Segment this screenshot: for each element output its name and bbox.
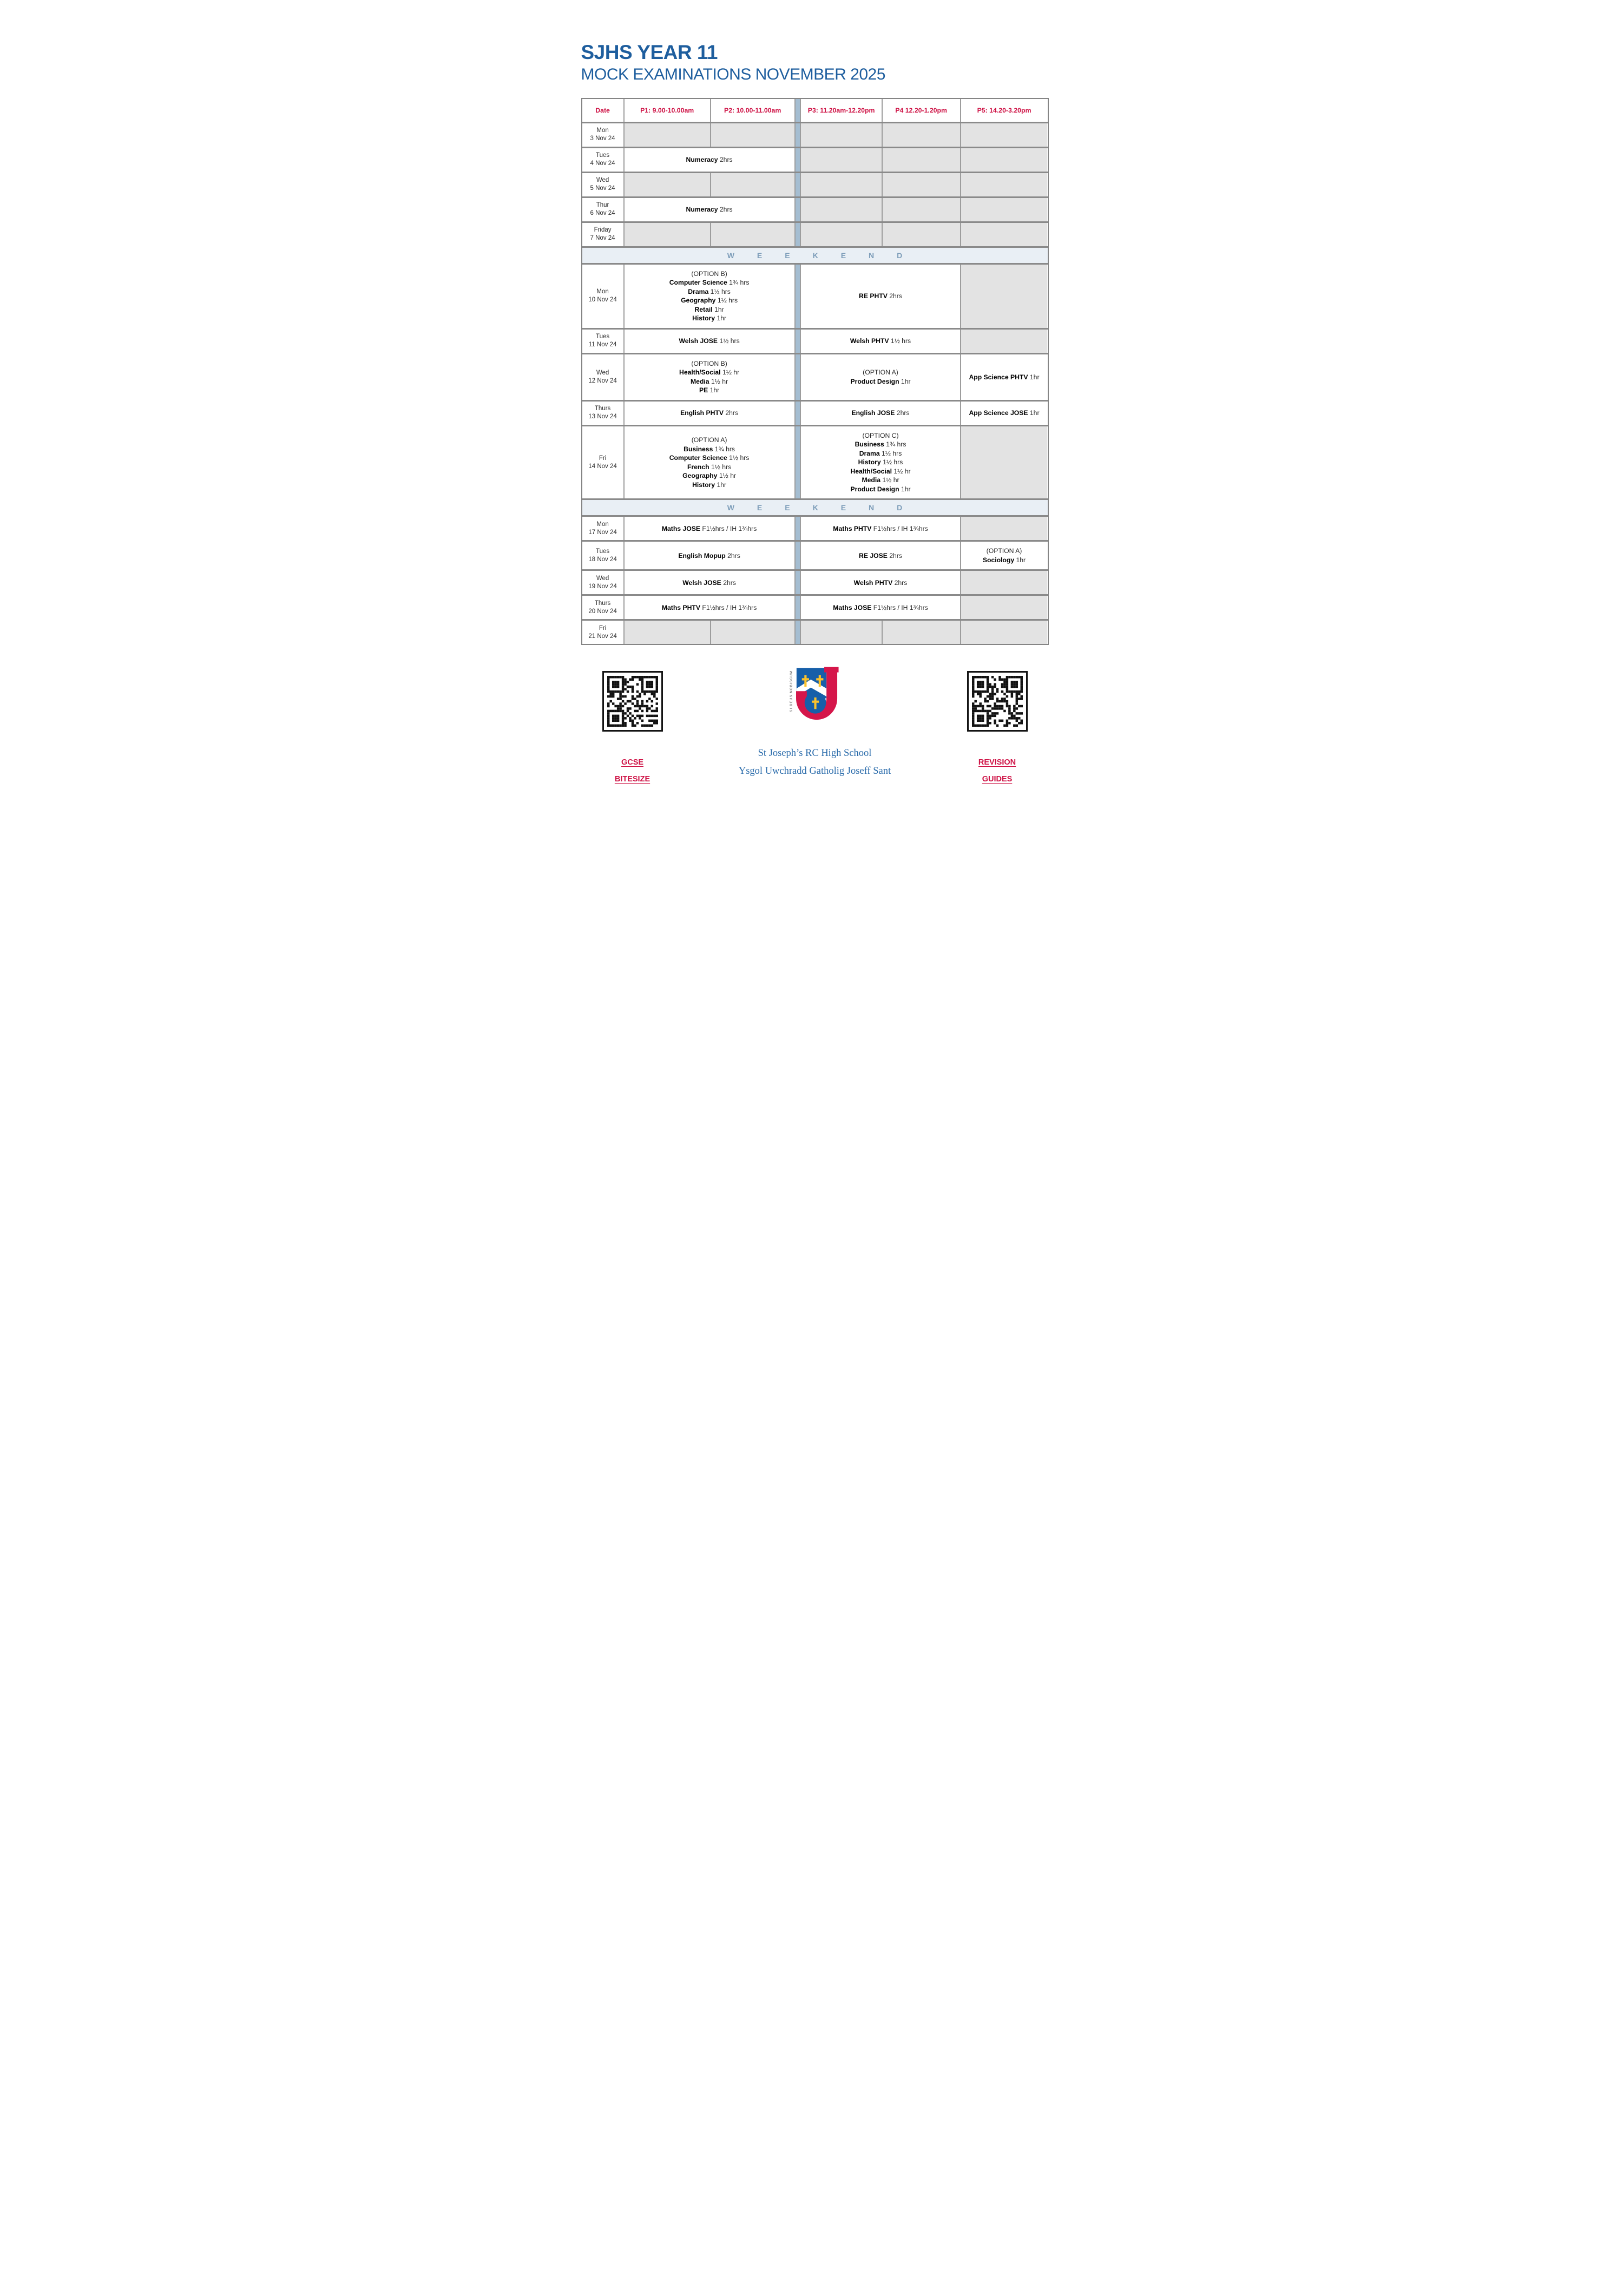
exam-cell: Numeracy 2hrs [623,148,794,172]
period-separator-band [794,571,800,594]
period-separator-band [794,99,800,122]
exam-cell: (OPTION B) Health/Social 1½ hr Media 1½ hr PE 1hr [623,354,794,400]
exam-cell: RE JOSE 2hrs [800,542,960,569]
empty-cell [710,621,794,644]
period-separator-band [794,148,800,172]
link-line[interactable]: BITESIZE [614,774,650,784]
empty-cell [623,123,710,147]
table-row [582,147,1048,172]
exam-cell: English Mopup 2hrs [623,542,794,569]
empty-cell [882,123,960,147]
empty-cell [623,621,710,644]
date-cell: Tues 4 Nov 24 [582,148,623,172]
qr-icon [607,676,658,727]
table-row [582,400,1048,425]
empty-cell [800,123,881,147]
period-separator-band [794,517,800,540]
date-cell: Tues 11 Nov 24 [582,330,623,353]
empty-cell [882,148,960,172]
empty-cell [800,621,881,644]
weekend-row [582,246,1048,263]
empty-cell [960,148,1048,172]
exam-cell: Welsh PHTV 1½ hrs [800,330,960,353]
table-row [582,515,1048,540]
exam-cell: Maths PHTV F1½hrs / IH 1¾hrs [800,517,960,540]
empty-cell [960,198,1048,221]
weekend-label: WEEKEND [727,503,925,512]
period-separator-band [794,354,800,400]
table-row [582,353,1048,400]
exam-cell: (OPTION A) Business 1¾ hrs Computer Science 1½ hrs French 1½ hrs Geography 1½ hr History 1hr [623,426,794,499]
exam-cell: Numeracy 2hrs [623,198,794,221]
date-cell: Friday 7 Nov 24 [582,223,623,246]
column-header-p5: P5: 14.20-3.20pm [960,99,1048,122]
date-cell: Wed 19 Nov 24 [582,571,623,594]
exam-cell: RE PHTV 2hrs [800,265,960,328]
gcse-bitesize-link[interactable] [615,754,650,787]
exam-cell: Welsh JOSE 1½ hrs [623,330,794,353]
date-cell: Fri 21 Nov 24 [582,621,623,644]
empty-cell [710,173,794,196]
footer-left-column [581,671,684,787]
empty-cell [960,621,1048,644]
exam-cell: App Science PHTV 1hr [960,354,1048,400]
period-separator-band [794,402,800,425]
exam-cell: Welsh PHTV 2hrs [800,571,960,594]
exam-cell: (OPTION A) Product Design 1hr [800,354,960,400]
empty-cell [710,223,794,246]
date-cell: Mon 3 Nov 24 [582,123,623,147]
crest-motto: SI DEUS NOBISCUM [790,670,793,713]
weekend-row [582,498,1048,515]
table-row [582,619,1048,644]
table-row [582,540,1048,569]
revision-guides-link[interactable] [978,754,1016,787]
page-footer [581,671,1049,787]
date-cell: Thurs 20 Nov 24 [582,596,623,619]
period-separator-band [794,223,800,246]
weekend-label: WEEKEND [727,251,925,260]
qr-icon [972,676,1023,727]
link-line[interactable]: REVISION [978,758,1016,767]
empty-cell [960,330,1048,353]
table-header-row [582,99,1048,122]
footer-right-column [946,671,1049,787]
exam-cell: Maths JOSE F1½hrs / IH 1¾hrs [800,596,960,619]
school-name-welsh: Ysgol Uwchradd Gatholig Joseff Sant [738,765,891,777]
empty-cell [800,223,881,246]
footer-center-column [684,671,946,787]
period-separator-band [794,426,800,499]
date-cell: Tues 18 Nov 24 [582,542,623,569]
table-row [582,263,1048,328]
date-cell: Wed 5 Nov 24 [582,173,623,196]
empty-cell [882,173,960,196]
empty-cell [960,223,1048,246]
date-cell: Mon 17 Nov 24 [582,517,623,540]
exam-cell: Maths JOSE F1½hrs / IH 1¾hrs [623,517,794,540]
empty-cell [960,426,1048,499]
page-subtitle: MOCK EXAMINATIONS NOVEMBER 2025 [581,65,885,83]
column-header-p2: P2: 10.00-11.00am [710,99,794,122]
empty-cell [882,198,960,221]
empty-cell [710,123,794,147]
school-name-english: St Joseph’s RC High School [758,748,872,759]
school-crest-logo [786,663,844,731]
column-header-p4: P4 12.20-1.20pm [882,99,960,122]
empty-cell [882,223,960,246]
table-row [582,122,1048,147]
table-row [582,425,1048,499]
table-row [582,172,1048,196]
column-header-p3: P3: 11.20am-12.20pm [800,99,881,122]
link-line[interactable]: GUIDES [982,774,1013,784]
date-cell: Thurs 13 Nov 24 [582,402,623,425]
period-separator-band [794,596,800,619]
exam-timetable [581,98,1049,646]
empty-cell [800,198,881,221]
exam-cell: Welsh JOSE 2hrs [623,571,794,594]
empty-cell [882,621,960,644]
table-row [582,221,1048,246]
empty-cell [960,571,1048,594]
table-row [582,328,1048,353]
exam-cell: English JOSE 2hrs [800,402,960,425]
period-separator-band [794,542,800,569]
exam-cell: English PHTV 2hrs [623,402,794,425]
period-separator-band [794,198,800,221]
column-header-p1: P1: 9.00-10.00am [623,99,710,122]
exam-cell: App Science JOSE 1hr [960,402,1048,425]
date-cell: Mon 10 Nov 24 [582,265,623,328]
exam-cell: Maths PHTV F1½hrs / IH 1¾hrs [623,596,794,619]
document-page [541,0,1082,804]
table-row [582,594,1048,619]
exam-cell: (OPTION A) Sociology 1hr [960,542,1048,569]
empty-cell [800,173,881,196]
period-separator-band [794,123,800,147]
empty-cell [960,173,1048,196]
table-row [582,569,1048,594]
period-separator-band [794,621,800,644]
exam-cell: (OPTION B) Computer Science 1¾ hrs Drama 1½ hrs Geography 1½ hrs Retail 1hr History 1hr [623,265,794,328]
empty-cell [623,223,710,246]
school-name [739,745,891,780]
empty-cell [960,596,1048,619]
empty-cell [960,123,1048,147]
date-cell: Fri 14 Nov 24 [582,426,623,499]
empty-cell [960,517,1048,540]
period-separator-band [794,173,800,196]
empty-cell [623,173,710,196]
gcse-bitesize-qr-code [602,671,663,732]
column-header-date: Date [582,99,623,122]
period-separator-band [794,265,800,328]
period-separator-band [794,330,800,353]
page-title: SJHS YEAR 11 [581,41,718,63]
revision-guides-qr-code [967,671,1028,732]
date-cell: Wed 12 Nov 24 [582,354,623,400]
exam-cell: (OPTION C) Business 1¾ hrs Drama 1½ hrs History 1½ hrs Health/Social 1½ hr Media 1½ hr Product Design 1hr [800,426,960,499]
table-row [582,196,1048,221]
empty-cell [800,148,881,172]
date-cell: Thur 6 Nov 24 [582,198,623,221]
empty-cell [960,265,1048,328]
link-line[interactable]: GCSE [621,758,644,767]
